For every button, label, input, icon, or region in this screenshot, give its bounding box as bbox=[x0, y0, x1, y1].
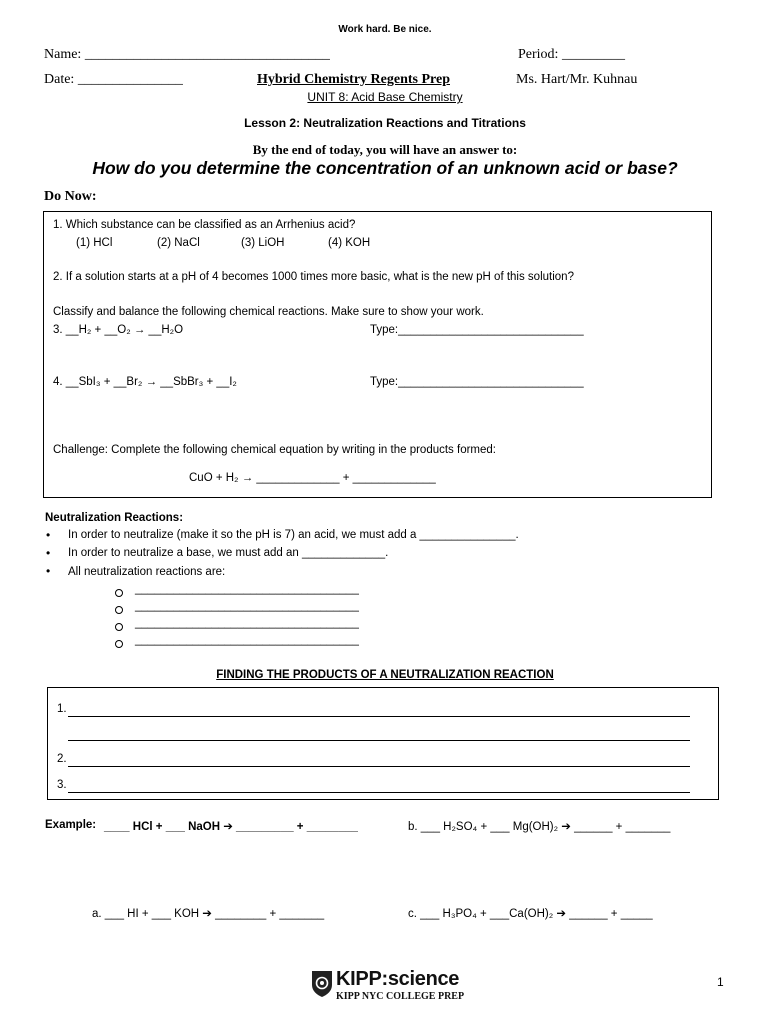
q1-choice-1: (1) HCl bbox=[76, 237, 113, 249]
circle-bullet-icon bbox=[115, 606, 123, 614]
products-item-1-label: 1. bbox=[57, 703, 67, 715]
period-field[interactable]: Period: _________ bbox=[518, 47, 625, 62]
bullet-icon: • bbox=[46, 564, 51, 578]
example-c-equation: c. ___ H₃PO₄ + ___Ca(OH)₂ ➔ ______ + _____ bbox=[408, 908, 653, 920]
products-line-3[interactable] bbox=[68, 792, 690, 793]
date-field[interactable]: Date: _______________ bbox=[44, 72, 183, 87]
kipp-shield-logo-icon bbox=[311, 970, 333, 998]
motto: Work hard. Be nice. bbox=[338, 24, 432, 35]
q1-choice-2: (2) NaCl bbox=[157, 237, 200, 249]
circle-bullet-icon bbox=[115, 640, 123, 648]
products-item-2-label: 2. bbox=[57, 753, 67, 765]
course-title: Hybrid Chemistry Regents Prep bbox=[257, 72, 450, 87]
example-equation: ____ HCl + ___ NaOH ➔ _________ + ________ bbox=[104, 821, 358, 833]
neutralization-sub-item-3[interactable]: ___________________________________ bbox=[135, 617, 359, 629]
question-3-equation: 3. __H₂ + __O₂ → __H₂O bbox=[53, 324, 184, 336]
question-4-type[interactable]: Type:_____________________________ bbox=[370, 376, 584, 388]
do-now-heading: Do Now: bbox=[44, 189, 97, 204]
objective-intro: By the end of today, you will have an answer to: bbox=[252, 142, 518, 157]
example-b-equation: b. ___ H₂SO₄ + ___ Mg(OH)₂ ➔ ______ + _______ bbox=[408, 821, 671, 833]
bullet-icon: • bbox=[46, 528, 51, 542]
objective-question: How do you determine the concentration of an unknown acid or base? bbox=[92, 158, 678, 178]
q1-choice-4: (4) KOH bbox=[328, 237, 371, 249]
question-2: 2. If a solution starts at a pH of 4 becomes 1000 times more basic, what is the new pH of this solution? bbox=[53, 271, 574, 283]
neutralization-bullet-3: All neutralization reactions are: bbox=[68, 566, 226, 578]
neutralization-sub-item-4[interactable]: ___________________________________ bbox=[135, 634, 359, 646]
challenge-equation: CuO + H₂ → _____________ + _____________ bbox=[189, 472, 436, 484]
question-4-equation: 4. __SbI₃ + __Br₂ → __SbBr₃ + __I₂ bbox=[53, 376, 237, 388]
products-item-3-label: 3. bbox=[57, 779, 67, 791]
products-line-1b[interactable] bbox=[68, 740, 690, 741]
q1-choice-3: (3) LiOH bbox=[241, 237, 285, 249]
bullet-icon: • bbox=[46, 546, 51, 560]
example-label: Example: bbox=[45, 819, 97, 831]
question-3-type[interactable]: Type:_____________________________ bbox=[370, 324, 584, 336]
products-line-1[interactable] bbox=[68, 716, 690, 717]
neutralization-heading: Neutralization Reactions: bbox=[45, 512, 184, 524]
teachers: Ms. Hart/Mr. Kuhnau bbox=[516, 72, 638, 87]
products-heading: FINDING THE PRODUCTS OF A NEUTRALIZATION REACTION bbox=[216, 669, 554, 681]
question-1: 1. Which substance can be classified as an Arrhenius acid? bbox=[53, 219, 356, 231]
lesson-title: Lesson 2: Neutralization Reactions and Titrations bbox=[244, 116, 526, 130]
kipp-science-logo-text: KIPP:science bbox=[336, 968, 460, 990]
circle-bullet-icon bbox=[115, 589, 123, 597]
example-a-equation: a. ___ HI + ___ KOH ➔ ________ + _______ bbox=[92, 908, 325, 920]
neutralization-sub-item-2[interactable]: ___________________________________ bbox=[135, 600, 359, 612]
name-field[interactable]: Name: ___________________________________ bbox=[44, 47, 330, 62]
kipp-logo-subtext: KIPP NYC COLLEGE PREP bbox=[336, 991, 465, 1002]
challenge-prompt: Challenge: Complete the following chemical equation by writing in the products formed: bbox=[53, 444, 496, 456]
page-number: 1 bbox=[717, 975, 724, 989]
unit-title: UNIT 8: Acid Base Chemistry bbox=[307, 90, 463, 104]
neutralization-bullet-2: In order to neutralize a base, we must add an _____________. bbox=[68, 547, 389, 559]
neutralization-bullet-1: In order to neutralize (make it so the pH is 7) an acid, we must add a _______________. bbox=[68, 529, 519, 541]
circle-bullet-icon bbox=[115, 623, 123, 631]
products-box bbox=[47, 687, 719, 800]
neutralization-sub-item-1[interactable]: ___________________________________ bbox=[135, 583, 359, 595]
products-line-2[interactable] bbox=[68, 766, 690, 767]
classify-instructions: Classify and balance the following chemical reactions. Make sure to show your work. bbox=[53, 306, 484, 318]
